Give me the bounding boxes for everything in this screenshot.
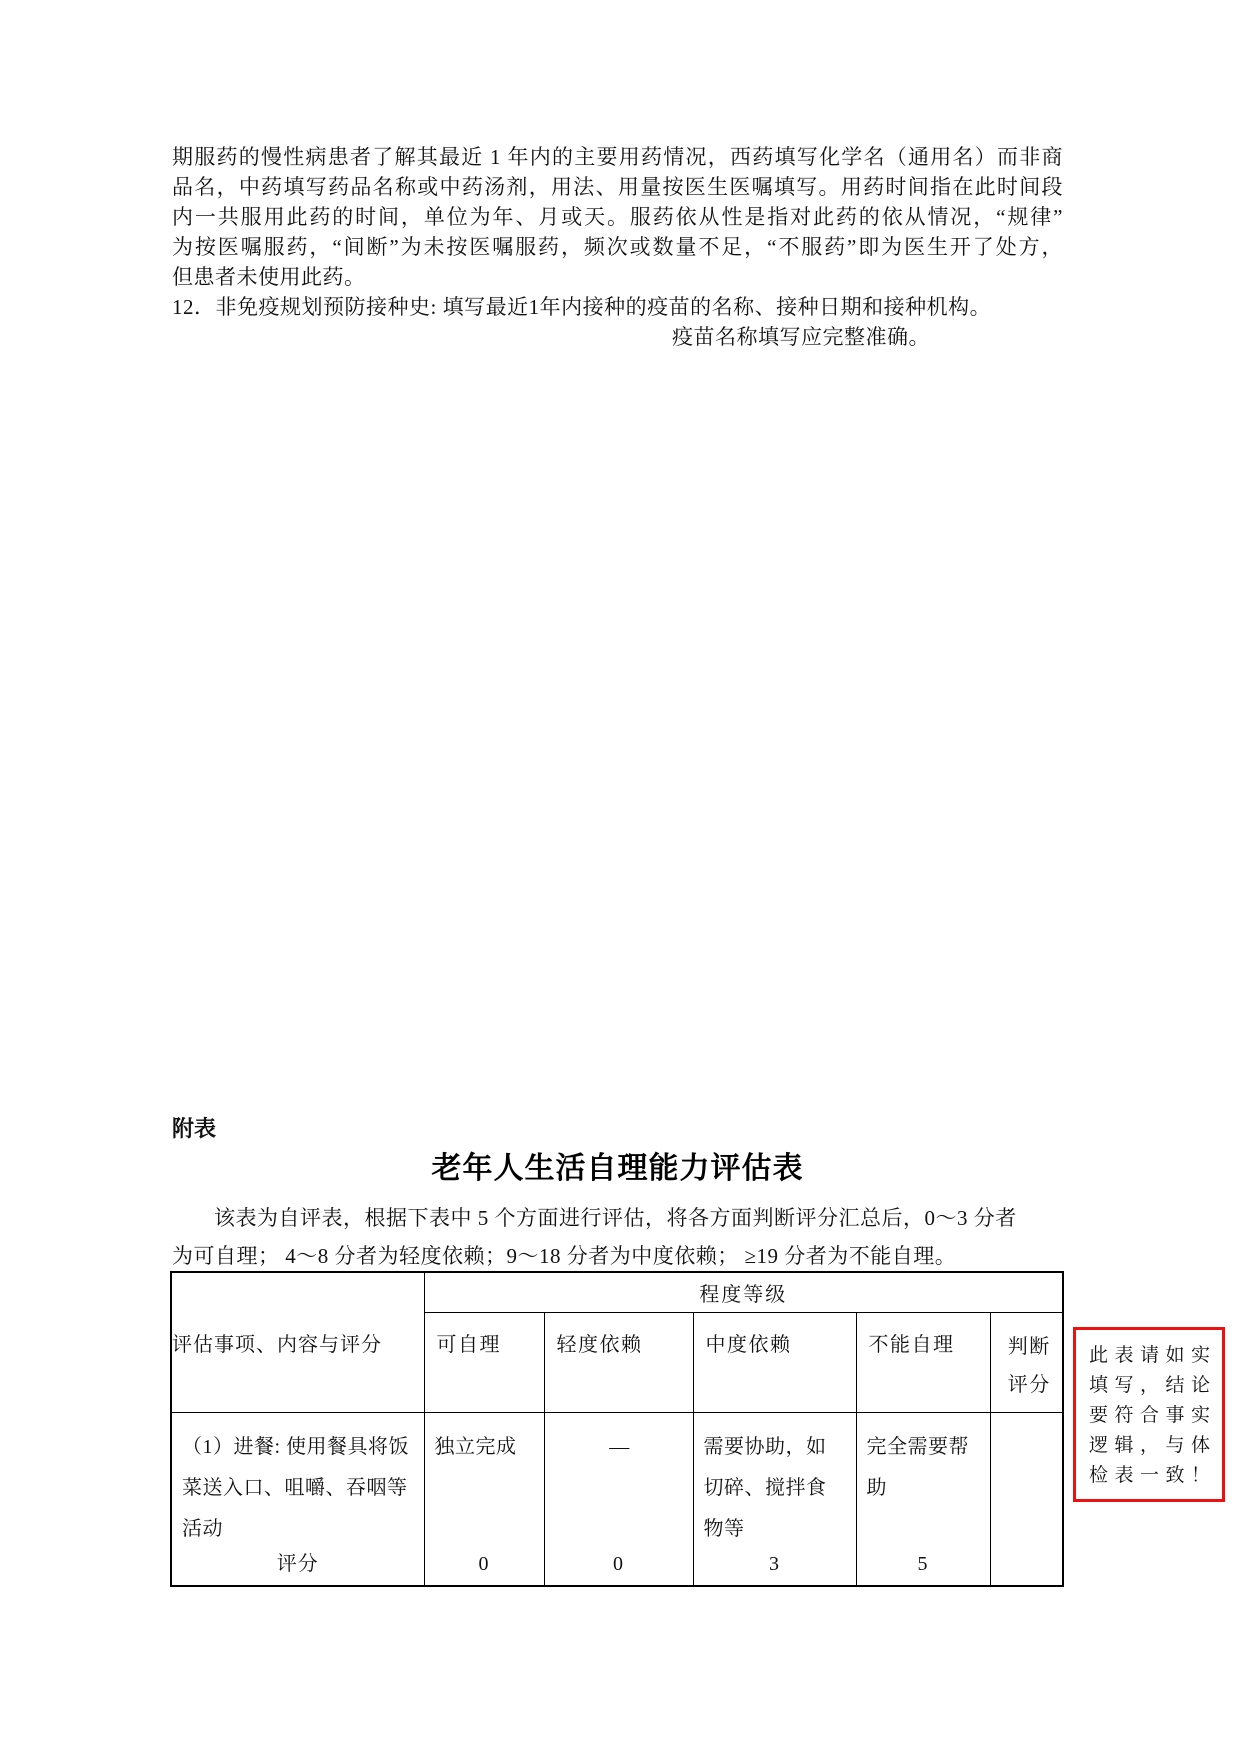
intro-line: 该表为自评表，根据下表中 5 个方面进行评估，将各方面判断评分汇总后，0～3 分者	[214, 1206, 1017, 1230]
item-description: （1）进餐: 使用餐具将饭菜送入口、咀嚼、吞咽等活动	[182, 1436, 410, 1540]
page-title: 老年人生活自理能力评估表	[431, 1152, 804, 1185]
cell-text: —	[609, 1436, 630, 1458]
table-row	[171, 1413, 1063, 1587]
table-intro-paragraph	[172, 1199, 1063, 1275]
header-cell-judge-score	[990, 1313, 1063, 1413]
note-line: 检表一致！	[1089, 1465, 1210, 1486]
intro-line: 为可自理； 4～8 分者为轻度依赖；9～18 分者为中度依赖； ≥19 分者为不能自理。	[172, 1244, 957, 1268]
cell-mild-dependence	[544, 1413, 693, 1587]
cell-text: 独立完成	[434, 1436, 517, 1458]
item-cell	[171, 1413, 424, 1587]
cell-moderate-dependence	[693, 1413, 856, 1587]
paragraph-line: 品名，中药填写药品名称或中药汤剂，用法、用量按医生医嘱填写。用药时间指在此时间段	[172, 175, 1063, 199]
score-label: 评分	[276, 1553, 319, 1575]
note-line: 此表请如实	[1089, 1345, 1210, 1366]
header-cell-mild-dependence: 轻度依赖	[544, 1313, 693, 1413]
header-cell-moderate-dependence: 中度依赖	[693, 1313, 856, 1413]
cell-text: 完全需要帮助	[866, 1436, 969, 1499]
note-line: 要符合事实	[1089, 1405, 1210, 1426]
cell-score: 5	[917, 1553, 929, 1575]
cell-score: 3	[769, 1553, 780, 1575]
note-line: 填写，结论	[1089, 1375, 1210, 1396]
cell-score: 0	[613, 1553, 624, 1575]
paragraph-line: 为按医嘱服药，“间断”为未按医嘱服药，频次或数量不足，“不服药”即为医生开了处方，	[172, 235, 1063, 259]
paragraph-line: 内一共服用此药的时间，单位为年、月或天。服药依从性是指对此药的依从情况，“规律”	[172, 205, 1063, 229]
appendix-label: 附表	[172, 1116, 217, 1141]
assessment-table	[170, 1271, 1064, 1587]
paragraph-line-continuation: 疫苗名称填写应完整准确。	[672, 325, 930, 349]
judge-score-line: 判断	[1007, 1336, 1051, 1358]
note-line: 逻辑，与体	[1089, 1435, 1210, 1456]
cell-text: 需要协助，如切碎、搅拌食物等	[703, 1436, 827, 1540]
cell-judge-score	[990, 1413, 1063, 1587]
paragraph-line: 但患者未使用此药。	[172, 265, 366, 289]
list-item-12: 12．非免疫规划预防接种史: 填写最近1年内接种的疫苗的名称、接种日期和接种机构。	[172, 295, 992, 319]
table-header-row-1	[171, 1272, 1063, 1313]
cell-score: 0	[478, 1553, 490, 1575]
cell-unable-self-care	[856, 1413, 990, 1587]
body-text-block	[172, 142, 1063, 352]
header-cell-self-care: 可自理	[424, 1313, 544, 1413]
paragraph-line: 期服药的慢性病患者了解其最近 1 年内的主要用药情况，西药填写化学名（通用名）而非商	[172, 145, 1063, 169]
header-cell-unable-self-care: 不能自理	[856, 1313, 990, 1413]
header-cell-degree-group: 程度等级	[424, 1272, 1063, 1313]
judge-score-line: 评分	[1007, 1374, 1051, 1396]
cell-self-care	[424, 1413, 544, 1587]
header-cell-item: 评估事项、内容与评分	[171, 1272, 424, 1413]
red-note-box	[1073, 1327, 1225, 1502]
